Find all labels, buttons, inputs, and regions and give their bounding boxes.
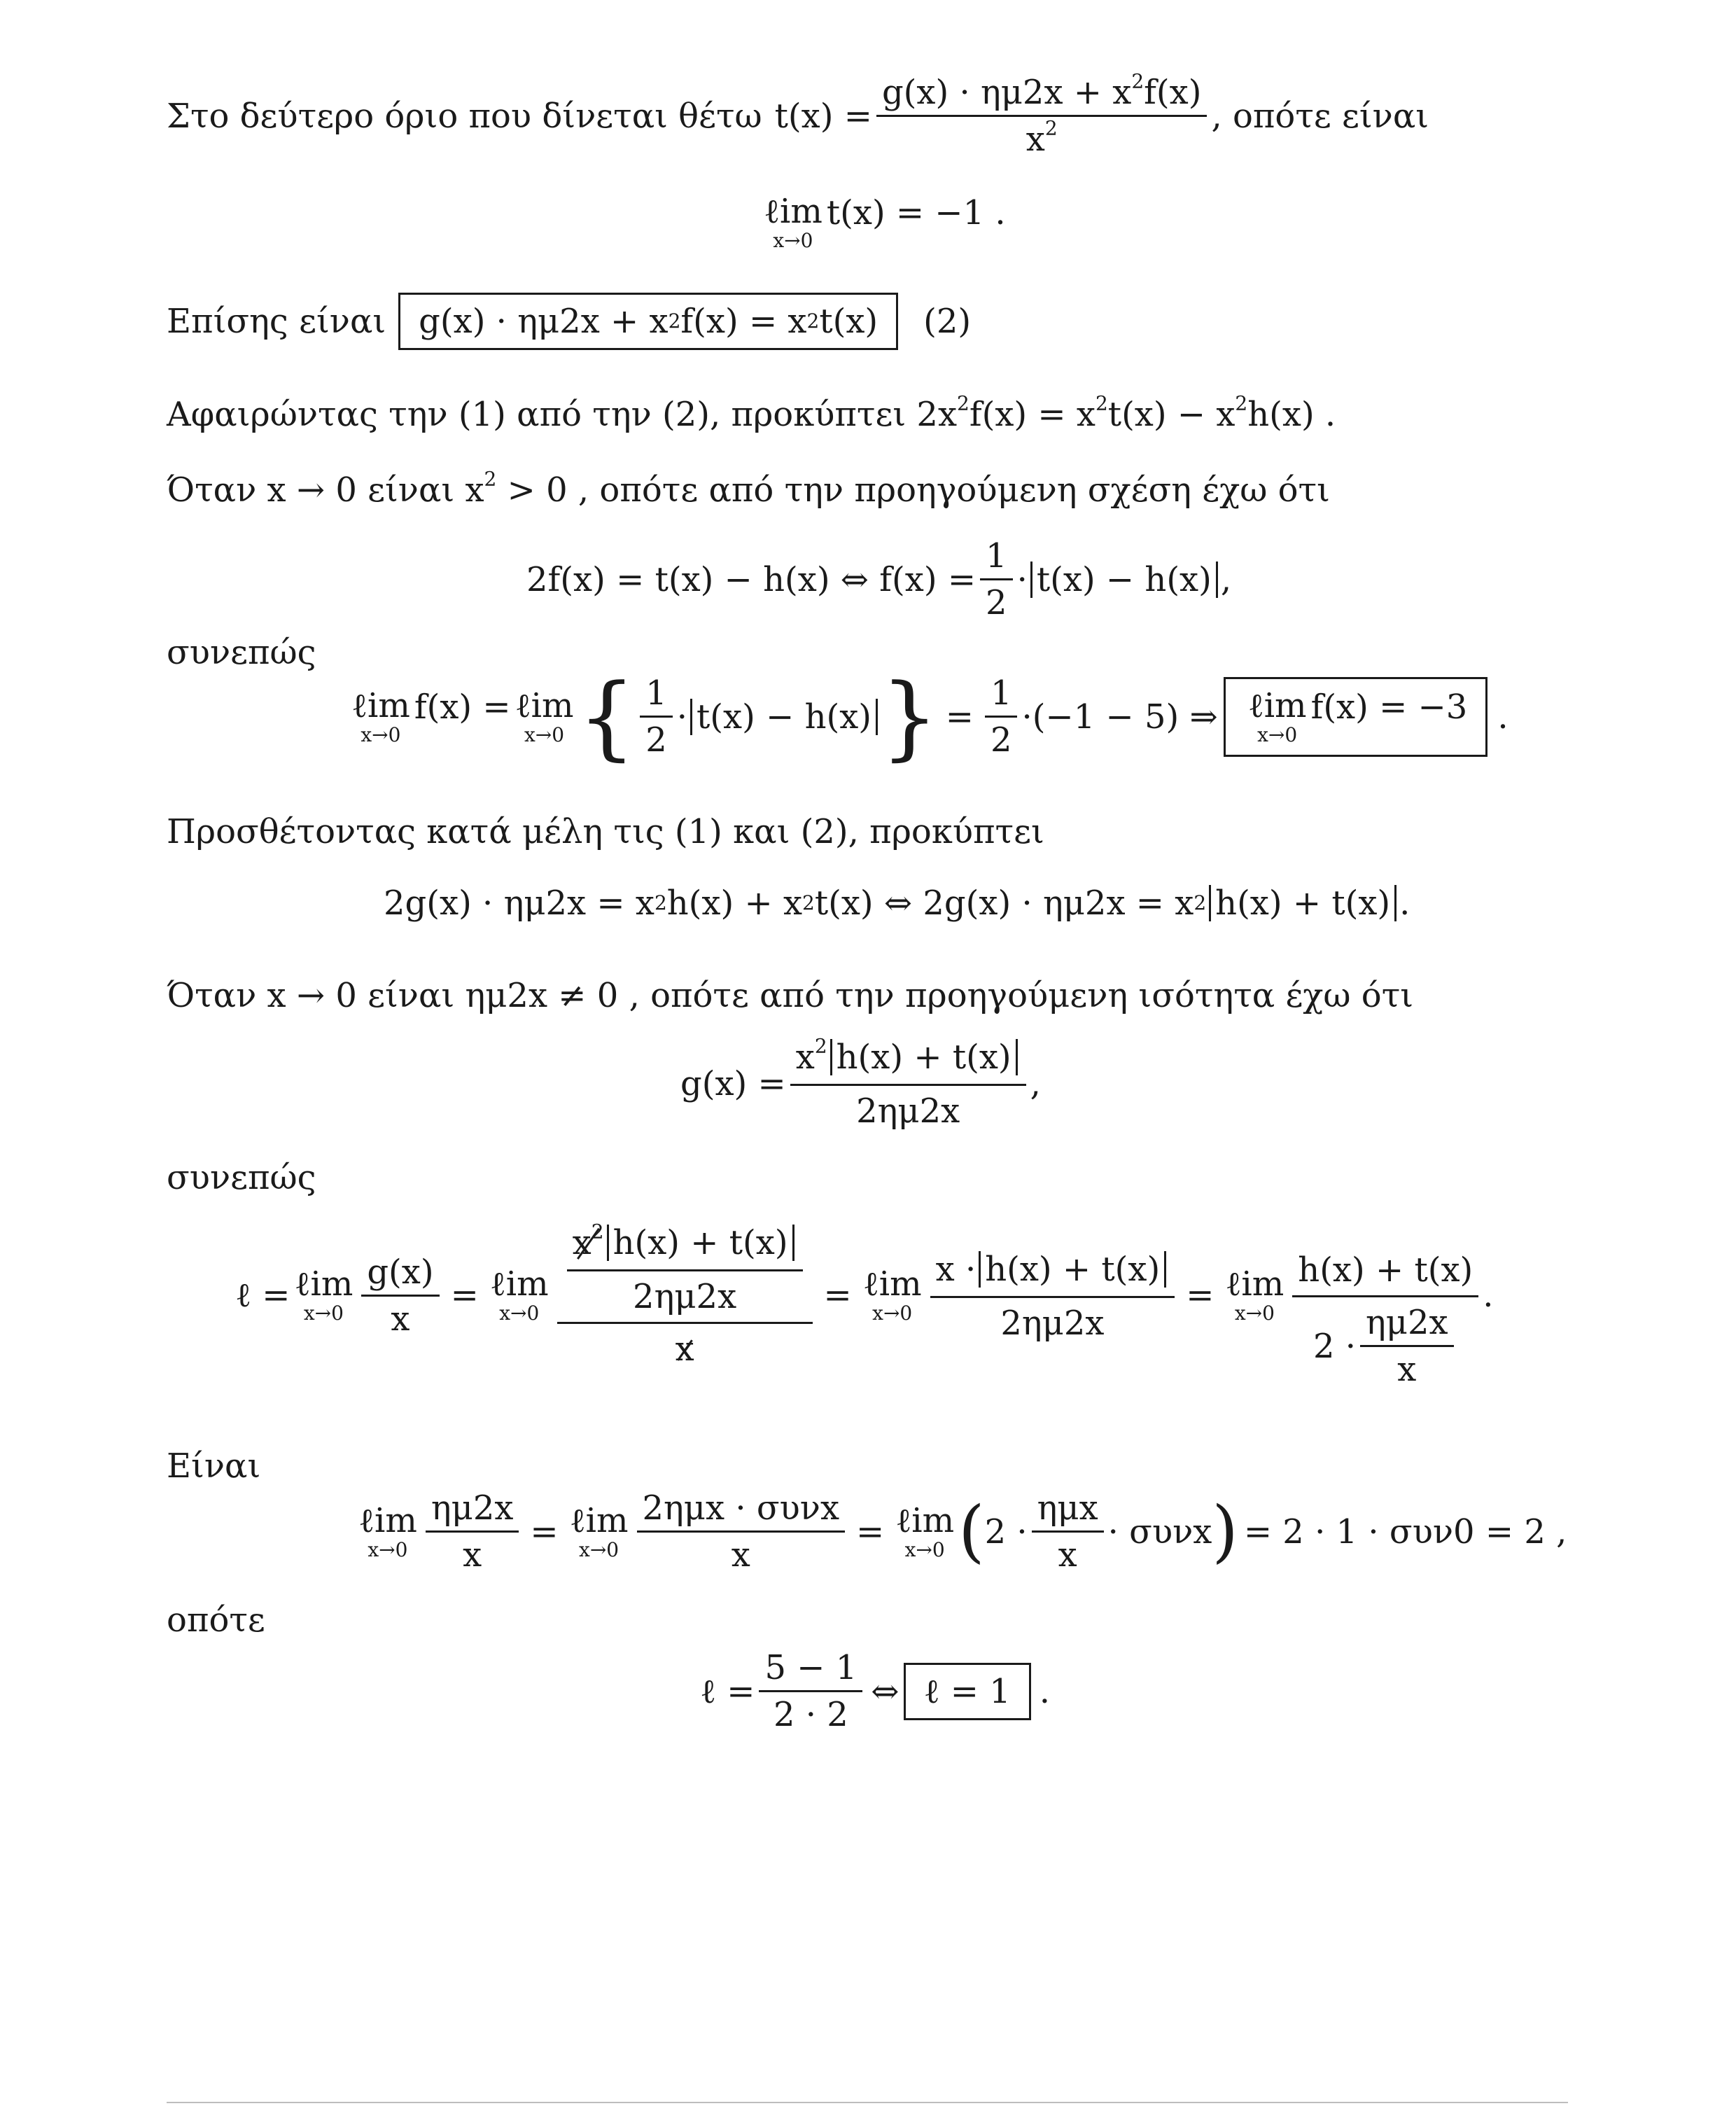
boxed-l-equals-1: ℓ = 1: [904, 1663, 1031, 1720]
t-fraction: [876, 69, 1208, 159]
t-numerator: $g(x) \cdot \eta\mu 2x + x^2f(x)$: [876, 76, 1208, 117]
limit-operator: ℓim x→0: [569, 1500, 629, 1561]
word-so: οπότε: [167, 1601, 265, 1640]
word-is: Είναι: [167, 1446, 261, 1486]
eq-f-expression: 2f(x) = t(x) − h(x) ⇔ f(x) = $\frac{1}{2}$ · t(x) − h(x) ,: [526, 536, 1232, 622]
limit-operator: ℓim x→0: [764, 192, 822, 252]
bracket-h-plus-t: h(x) + t(x): [1209, 885, 1396, 921]
compound-fraction: $\frac{\frac{x^2 h(x) + t(x)}{2\eta\mu 2x}}{x}$: [557, 1225, 813, 1366]
eq-g-expression: g(x) = $\frac{x^2 h(x) + t(x)}{2\eta\mu 2x}$ ,: [680, 1034, 1041, 1131]
cancelled-x: x: [675, 1330, 694, 1369]
line-sin-nonzero: Όταν x → 0 είναι ημ2x ≠ 0 , οπότε από την προηγούμενη ισότητα έχω ότι: [167, 976, 1414, 1015]
bracket-t-minus-h: t(x) − h(x): [690, 699, 878, 735]
text-define-t: Στο δεύτερο όριο που δίνεται θέτω: [167, 96, 762, 136]
word-hence-2: συνεπώς: [167, 1158, 316, 1197]
text-so-is: , οπότε είναι: [1211, 96, 1429, 136]
g-fraction: $\frac{x^2 h(x) + t(x)}{2\eta\mu 2x}$: [790, 1039, 1026, 1128]
eq-lim-f: ℓim x→0 f(x) = ℓim x→0 { $\frac{1}{2}$ · t(x) − h(x) } = $\frac{1}{2}$ ·(−1 − 5) ⇒ ℓim x→0 f(x) = −3 .: [351, 663, 1508, 770]
limit-operator: ℓim x→0: [862, 1264, 922, 1325]
line-x-to-zero: Όταν x → 0 είναι $x^2 > 0$ , οπότε από την προηγούμενη σχέση έχω ότι: [167, 467, 1330, 510]
t-lhs: t(x) =: [774, 96, 872, 136]
left-brace: {: [578, 663, 636, 770]
equation-tag-2: (2): [923, 302, 972, 341]
limit-operator: ℓim x→0: [358, 1500, 417, 1561]
boxed-equation-2: g(x) · ημ2x + x 2 f(x) = x 2 t(x): [398, 293, 898, 350]
right-paren: ): [1212, 1492, 1238, 1571]
bracket-t-minus-h: t(x) − h(x): [1030, 562, 1218, 598]
line-equation-2: [167, 293, 971, 350]
limit-operator: ℓim x→0: [489, 1264, 549, 1325]
lim-t-value: t(x) = −1 .: [826, 193, 1006, 232]
limit-operator: ℓim x→0: [514, 685, 574, 746]
footer-rule: [167, 2102, 1568, 2103]
limit-operator: ℓim x→0: [1225, 1264, 1284, 1325]
boxed-lim-f: ℓim x→0 f(x) = −3: [1224, 677, 1488, 757]
line-define-t: [167, 69, 1429, 159]
limit-operator: ℓim x→0: [294, 1264, 354, 1325]
text-also: Επίσης είναι: [167, 302, 386, 341]
line-subtract: Αφαιρώντας την (1) από την (2), προκύπτει $2x^2f(x) = x^2t(x) - x^2h(x)$ .: [167, 391, 1336, 434]
eq-l-value: ℓ = $\frac{5 - 1}{2 \cdot 2}$ ⇔ ℓ = 1 .: [700, 1648, 1051, 1734]
eq-lim-t: [760, 192, 1006, 252]
word-hence-1: συνεπώς: [167, 633, 316, 672]
eq-sin-limit: ℓim x→0 $\frac{\eta\mu 2x}{x}$ = ℓim x→0 $\frac{\text{2ημx · συνx}}{x}$ = ℓim x→0 ( 2 · $\frac{\text{ημx}}{x}$ · συνx ) = 2 · 1 · συν0 = 2 ,: [358, 1488, 1567, 1575]
right-brace: }: [881, 663, 939, 770]
half-fraction: $\frac{1}{2}$: [980, 539, 1013, 620]
t-denominator: $x^2$: [1026, 116, 1058, 159]
line-add: Προσθέτοντας κατά μέλη τις (1) και (2), προκύπτει: [167, 812, 1044, 851]
left-paren: (: [958, 1492, 985, 1571]
cancelled-x-squared: $x^2$: [572, 1220, 604, 1262]
limit-operator: ℓim x→0: [351, 685, 410, 746]
limit-operator: ℓim x→0: [895, 1500, 955, 1561]
eq-add-result: 2g(x) · ημ2x = x 2 h(x) + x 2 t(x) ⇔ 2g(x) · ημ2x = x 2 h(x) + t(x) .: [384, 884, 1410, 923]
eq-l-limit: ℓ = ℓim x→0 $\frac{g(x)}{x}$ = ℓim x→0 $\frac{\frac{x^2 h(x) + t(x)}{2\eta\mu 2x}}{x}$ = ℓim x→0 $\frac{x \cdot h(x) + t(x)}{2\eta\mu 2x}$ = ℓim x→0 h(x) + t(x) 2 · $\frac{\eta\mu 2x}{x}$ .: [235, 1220, 1494, 1389]
